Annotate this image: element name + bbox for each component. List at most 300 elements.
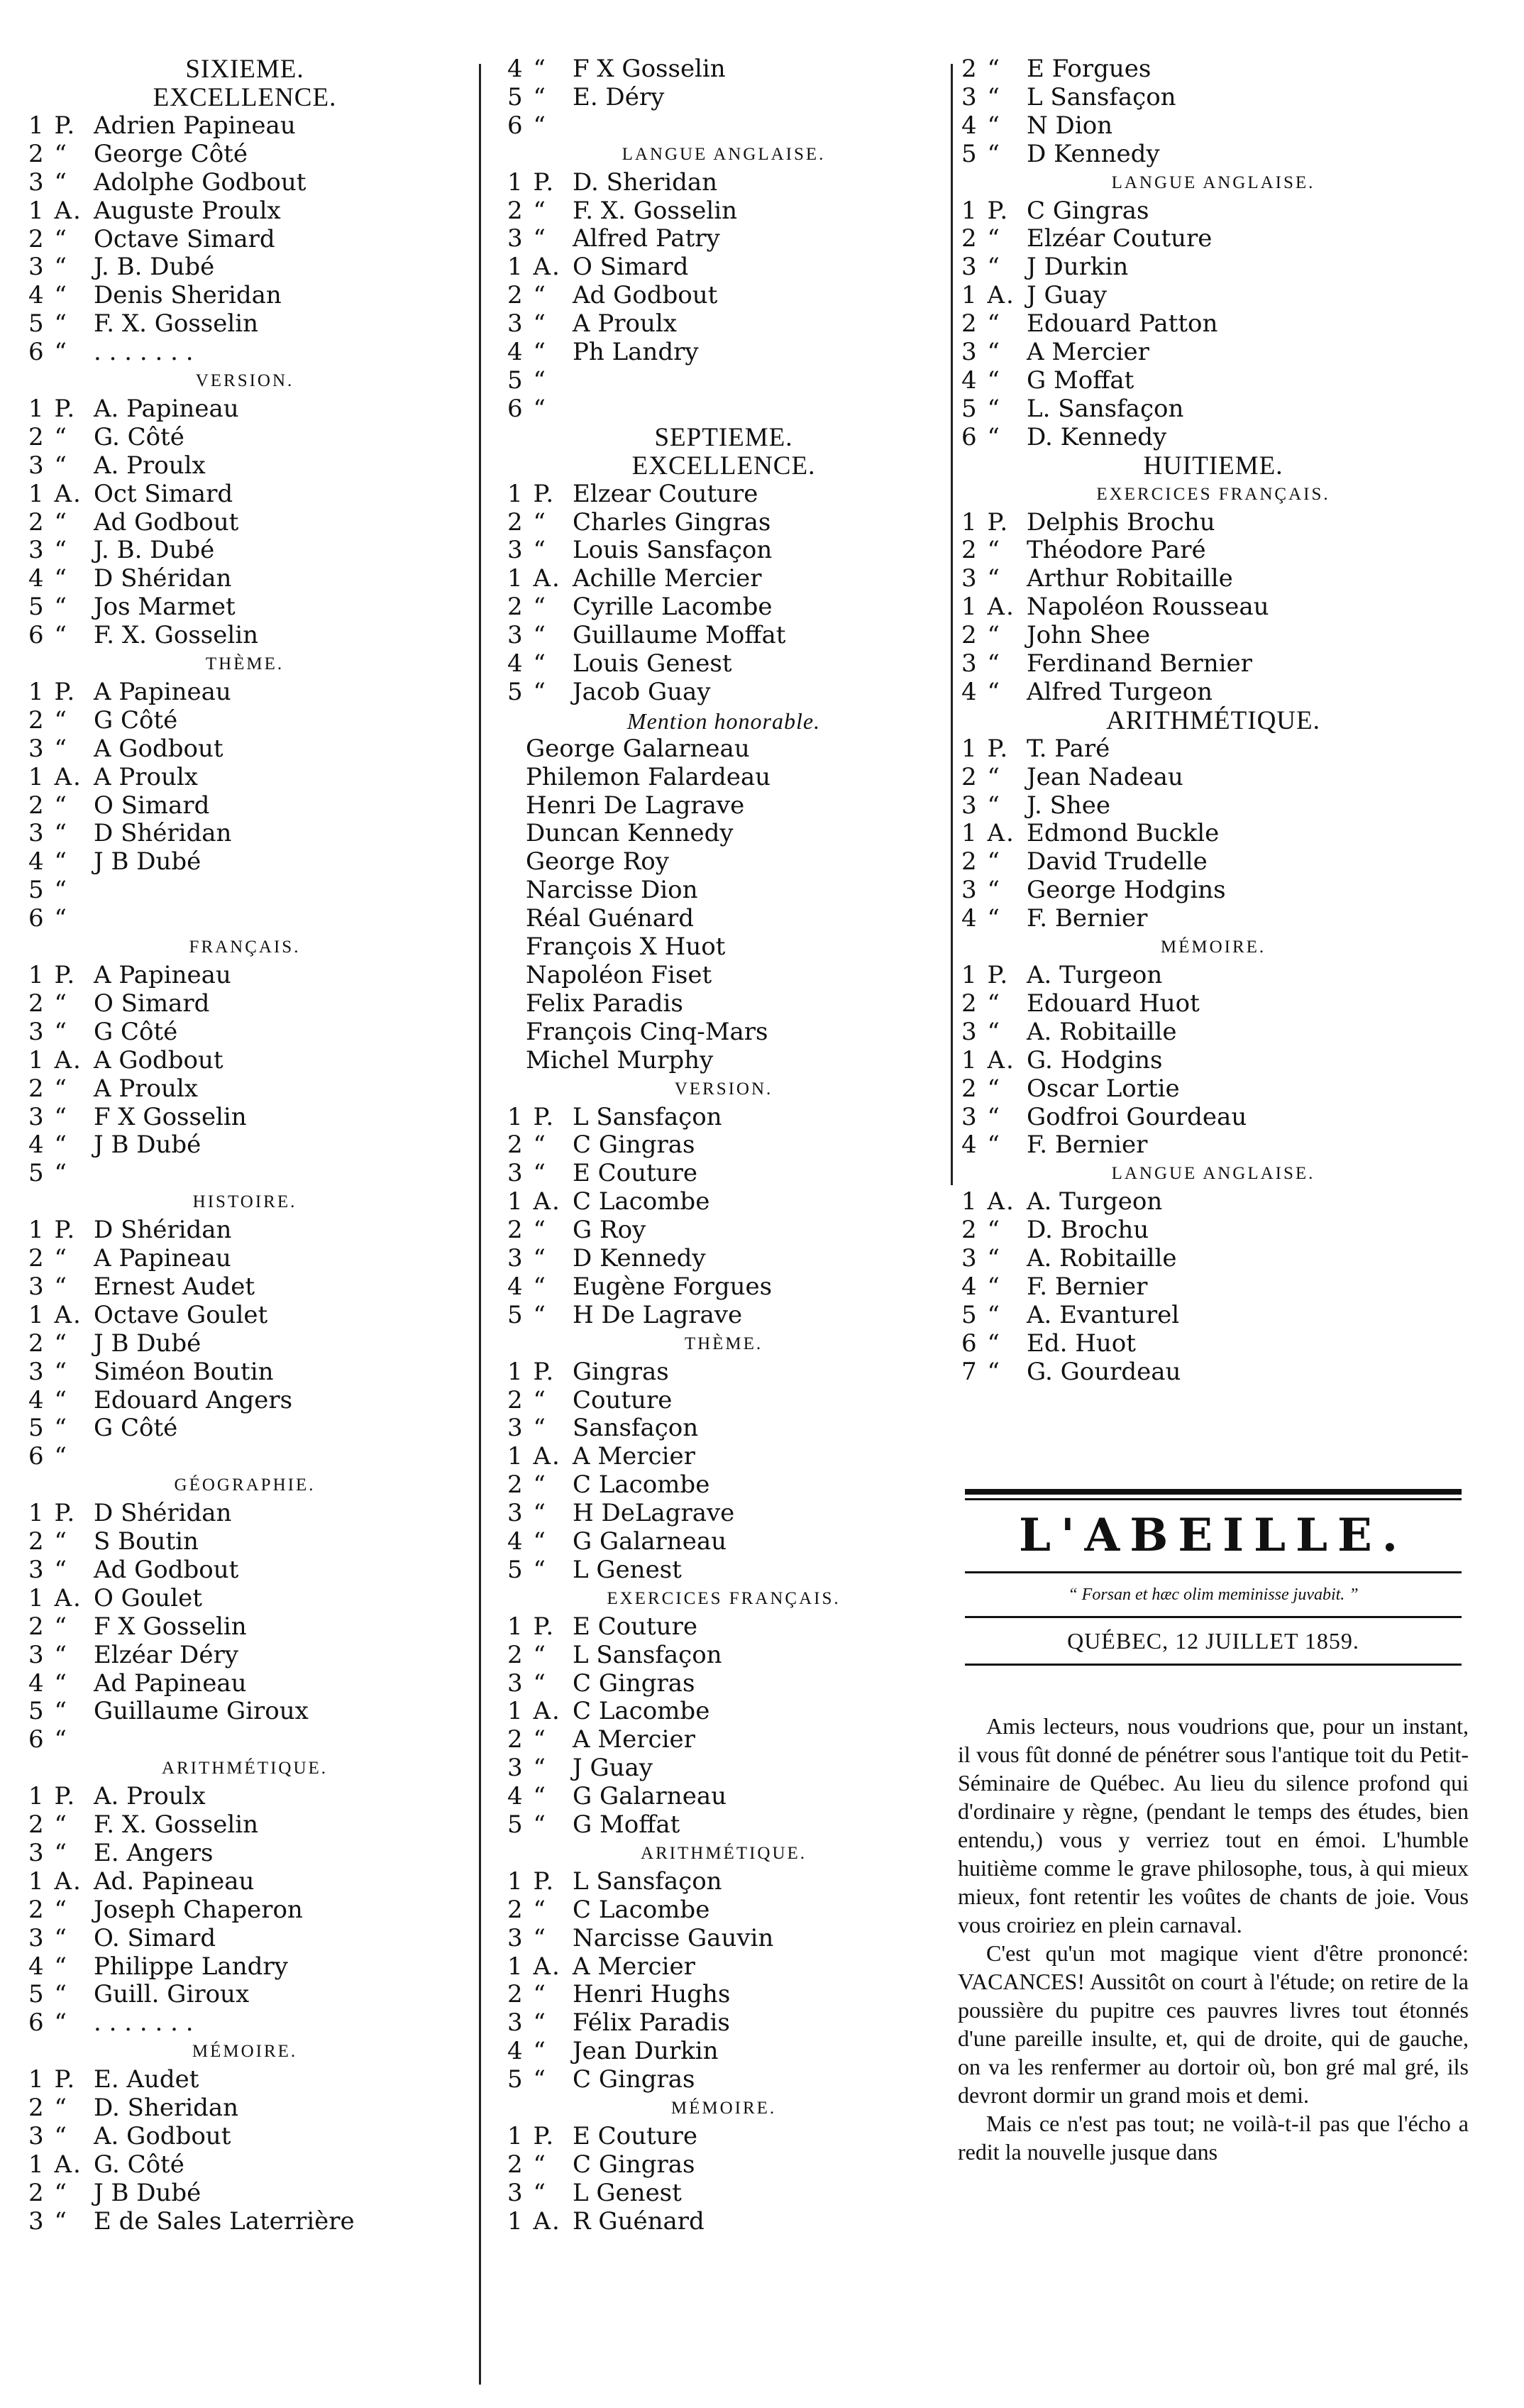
rank-number: 6 “ bbox=[28, 904, 68, 933]
student-name: Guillaume Giroux bbox=[94, 1697, 309, 1726]
ranking-entry bbox=[28, 1556, 461, 1585]
honorable-mention-entry bbox=[507, 876, 940, 905]
ranking-entry bbox=[28, 2009, 461, 2038]
subject-heading: LANGUE ANGLAISE. bbox=[1111, 172, 1315, 192]
student-name: L Genest bbox=[573, 1555, 682, 1584]
rank-number: 5 “ bbox=[28, 1414, 68, 1443]
rank-number: 1 A. bbox=[507, 1697, 561, 1726]
ranking-entry bbox=[28, 905, 461, 933]
rank-number: 1 A. bbox=[28, 479, 82, 508]
ranking-entry bbox=[961, 622, 1465, 650]
ranking-entry bbox=[507, 1443, 940, 1471]
student-name: Napoléon Fiset bbox=[526, 960, 712, 989]
rank-number: 1 A. bbox=[507, 2206, 561, 2236]
student-name: F X Gosselin bbox=[573, 55, 726, 83]
student-name: Alfred Turgeon bbox=[1027, 677, 1213, 706]
student-name: L Sansfaçon bbox=[1027, 82, 1176, 111]
student-name: Réal Guénard bbox=[526, 904, 695, 933]
ranking-entry bbox=[507, 1783, 940, 1811]
student-name: Elzéar Déry bbox=[94, 1640, 238, 1669]
rank-number: 3 “ bbox=[507, 2008, 547, 2038]
rank-number: 6 “ bbox=[28, 2008, 68, 2038]
student-name: J Guay bbox=[1027, 281, 1107, 310]
ranking-entry bbox=[507, 55, 940, 84]
rank-number: 1 P. bbox=[28, 678, 77, 707]
rank-number: 1 P. bbox=[28, 961, 77, 990]
ranking-entry bbox=[961, 1075, 1465, 1104]
student-name: L Sansfaçon bbox=[573, 1102, 722, 1131]
ranking-entry bbox=[961, 141, 1465, 169]
ranking-entry bbox=[507, 1868, 940, 1896]
student-name: Felix Paradis bbox=[526, 989, 683, 1018]
ranking-entry bbox=[507, 650, 940, 678]
student-name: L Genest bbox=[573, 2178, 682, 2207]
rank-number: 5 “ bbox=[507, 1810, 547, 1839]
student-name: A Godbout bbox=[94, 1045, 223, 1074]
rank-number: 1 P. bbox=[28, 111, 77, 140]
ranking-entry bbox=[28, 1981, 461, 2009]
rank-number: 6 “ bbox=[28, 621, 68, 650]
rank-number: 2 “ bbox=[507, 507, 547, 537]
student-name: Narcisse Gauvin bbox=[573, 1923, 774, 1952]
ranking-entry bbox=[507, 282, 940, 310]
newspaper-title: L'ABEILLE. bbox=[1018, 1509, 1408, 1562]
ranking-entry bbox=[961, 1047, 1465, 1075]
student-name: O Simard bbox=[573, 253, 689, 282]
student-name: Octave Simard bbox=[94, 224, 275, 253]
rank-number: 3 “ bbox=[961, 82, 1001, 111]
student-name: G Galarneau bbox=[573, 1527, 727, 1556]
rank-number: 4 “ bbox=[28, 564, 68, 593]
honorable-mention-entry bbox=[507, 792, 940, 820]
ranking-entry bbox=[507, 622, 940, 650]
ranking-entry bbox=[507, 225, 940, 253]
student-name: E de Sales Laterrière bbox=[94, 2206, 355, 2236]
honorable-mention-entry bbox=[507, 905, 940, 933]
ranking-entry bbox=[28, 339, 461, 367]
ranking-entry bbox=[28, 2066, 461, 2094]
student-name: A Proulx bbox=[94, 1074, 198, 1103]
ranking-entry bbox=[28, 2208, 461, 2236]
rank-number: 5 “ bbox=[28, 876, 68, 905]
ranking-entry bbox=[507, 253, 940, 282]
student-name: François X Huot bbox=[526, 933, 726, 962]
student-name: F. X. Gosselin bbox=[94, 309, 259, 339]
student-name: Napoléon Rousseau bbox=[1027, 593, 1269, 622]
subject-heading: MÉMOIRE. bbox=[670, 2099, 777, 2118]
section-heading: EXCELLENCE. bbox=[153, 83, 337, 112]
student-name: A. Proulx bbox=[94, 451, 206, 480]
rank-number: 4 “ bbox=[961, 904, 1001, 933]
student-name: Joseph Chaperon bbox=[94, 1895, 303, 1924]
ranking-entry bbox=[28, 537, 461, 565]
student-name: Adolphe Godbout bbox=[94, 167, 307, 197]
ranking-entry bbox=[961, 820, 1465, 848]
honorable-mention-entry bbox=[507, 1018, 940, 1047]
rank-number: 4 “ bbox=[961, 111, 1001, 140]
student-name: G Roy bbox=[573, 1216, 646, 1245]
rank-number: 4 “ bbox=[507, 1527, 547, 1556]
rank-number: 4 “ bbox=[961, 1131, 1001, 1160]
rank-number: 3 “ bbox=[28, 253, 68, 282]
ranking-entry bbox=[28, 1273, 461, 1302]
student-name: Théodore Paré bbox=[1027, 536, 1206, 565]
section-heading: HUITIEME. bbox=[1143, 451, 1283, 480]
rank-number: 7 “ bbox=[961, 1357, 1001, 1386]
ranking-entry bbox=[28, 1585, 461, 1613]
rank-number: 4 “ bbox=[28, 1131, 68, 1160]
student-name: Cyrille Lacombe bbox=[573, 593, 773, 622]
student-name: C Lacombe bbox=[573, 1697, 710, 1726]
rank-number: 1 A. bbox=[28, 196, 82, 225]
student-name: J. B. Dubé bbox=[94, 253, 215, 282]
student-name: Ferdinand Bernier bbox=[1027, 649, 1252, 678]
rank-number: 2 “ bbox=[28, 1810, 68, 1840]
rank-number: 1 A. bbox=[961, 281, 1015, 310]
ranking-entry bbox=[507, 1953, 940, 1981]
ranking-entry bbox=[961, 253, 1465, 282]
rank-number: 3 “ bbox=[507, 1754, 547, 1783]
ranking-entry bbox=[28, 1302, 461, 1330]
student-name: A Papineau bbox=[94, 961, 231, 990]
student-name: A Proulx bbox=[94, 762, 198, 791]
student-name: Félix Paradis bbox=[573, 2008, 730, 2038]
rank-number: 1 A. bbox=[28, 762, 82, 791]
ranking-entry bbox=[28, 1131, 461, 1160]
student-name: A Papineau bbox=[94, 1244, 231, 1273]
rank-number: 1 A. bbox=[507, 1442, 561, 1471]
subject-heading: HISTOIRE. bbox=[192, 1192, 297, 1212]
student-name: C Lacombe bbox=[573, 1187, 710, 1216]
ranking-entry bbox=[507, 1726, 940, 1754]
ranking-entry bbox=[961, 84, 1465, 112]
column-3 bbox=[961, 55, 1465, 1387]
article-paragraph-2: C'est qu'un mot magique vient d'être prononcé: VACANCES! Aussitôt on court à l'étude; on retire de la poussière du pupitre ces pauvres livres tout étonnés d'une pareille insulte, et, qui de droite, qui de gauche, on va les renfermer au dortoir où, bon gré mal gré, ils devront dormir un grand mois et demi. bbox=[958, 1940, 1469, 2108]
student-name: A Papineau bbox=[94, 678, 231, 707]
student-name: Oct Simard bbox=[94, 479, 233, 508]
student-name: D. Kennedy bbox=[1027, 422, 1167, 451]
ranking-entry bbox=[507, 1104, 940, 1132]
ranking-entry bbox=[28, 1104, 461, 1132]
ranking-entry bbox=[961, 565, 1465, 593]
student-name: J Durkin bbox=[1027, 253, 1129, 282]
rank-number: 2 “ bbox=[961, 309, 1001, 339]
subject-heading: VERSION. bbox=[195, 371, 294, 391]
student-name: A. Robitaille bbox=[1027, 1244, 1177, 1273]
rank-number: 1 A. bbox=[507, 1187, 561, 1216]
student-name: D Shéridan bbox=[94, 1499, 232, 1528]
rank-number: 2 “ bbox=[961, 55, 1001, 83]
rank-number: 3 “ bbox=[28, 167, 68, 197]
ranking-entry bbox=[507, 1302, 940, 1330]
ranking-entry bbox=[961, 112, 1465, 141]
rank-number: 3 “ bbox=[507, 536, 547, 565]
subject-heading: ARITHMÉTIQUE. bbox=[161, 1759, 328, 1778]
subject-heading: GÉOGRAPHIE. bbox=[174, 1475, 316, 1495]
student-name: J. Shee bbox=[1027, 791, 1111, 820]
student-name: S Boutin bbox=[94, 1527, 199, 1556]
subject-heading: EXERCICES FRANÇAIS. bbox=[1096, 484, 1330, 504]
ranking-entry bbox=[961, 678, 1465, 707]
ranking-entry bbox=[507, 1358, 940, 1387]
rank-number: 2 “ bbox=[28, 224, 68, 253]
ranking-entry bbox=[507, 310, 940, 339]
student-name: E Forgues bbox=[1027, 55, 1152, 83]
rank-number: 6 “ bbox=[28, 1725, 68, 1754]
article-paragraph-3: Mais ce n'est pas tout; ne voilà-t-il pas que l'écho a redit la nouvelle jusque dans bbox=[958, 2111, 1469, 2165]
ranking-entry bbox=[28, 1075, 461, 1104]
ranking-entry bbox=[28, 1896, 461, 1925]
rank-number: 1 A. bbox=[28, 1583, 82, 1612]
column-2 bbox=[507, 55, 940, 2236]
rank-number: 3 “ bbox=[961, 1017, 1001, 1046]
rank-number: 2 “ bbox=[961, 847, 1001, 876]
rank-number: 3 “ bbox=[961, 253, 1001, 282]
rank-number: 5 “ bbox=[507, 82, 547, 111]
student-name: Louis Genest bbox=[573, 649, 732, 678]
rank-number: 2 “ bbox=[507, 1131, 547, 1160]
ranking-entry bbox=[28, 876, 461, 905]
ranking-entry bbox=[507, 84, 940, 112]
rank-number: 3 “ bbox=[28, 1102, 68, 1131]
rank-number: 1 A. bbox=[507, 253, 561, 282]
rank-number: 2 “ bbox=[28, 507, 68, 537]
ranking-entry bbox=[507, 1642, 940, 1670]
rank-number: 1 P. bbox=[961, 196, 1010, 225]
rank-number: 2 “ bbox=[507, 1470, 547, 1500]
ranking-entry bbox=[28, 678, 461, 707]
student-name: E. Angers bbox=[94, 1838, 214, 1867]
ranking-entry bbox=[507, 2123, 940, 2151]
student-name: H DeLagrave bbox=[573, 1499, 735, 1528]
student-name: E Couture bbox=[573, 2122, 697, 2150]
ranking-entry bbox=[961, 1018, 1465, 1047]
ranking-entry bbox=[961, 537, 1465, 565]
student-name: Guillaume Moffat bbox=[573, 621, 786, 650]
rank-number: 2 “ bbox=[507, 1640, 547, 1669]
honorable-mention-entry bbox=[507, 848, 940, 876]
ranking-entry bbox=[507, 1698, 940, 1726]
ranking-entry bbox=[28, 2151, 461, 2179]
rank-number: 2 “ bbox=[28, 989, 68, 1018]
student-name: Edmond Buckle bbox=[1027, 819, 1220, 848]
ranking-entry bbox=[28, 2123, 461, 2151]
rank-number: 1 P. bbox=[507, 1867, 556, 1896]
rank-number: 1 P. bbox=[28, 1782, 77, 1811]
ranking-entry bbox=[28, 1330, 461, 1358]
ranking-entry bbox=[961, 55, 1465, 84]
ranking-entry bbox=[507, 1273, 940, 1302]
rank-number: 3 “ bbox=[961, 791, 1001, 820]
student-name: F. X. Gosselin bbox=[94, 1810, 259, 1840]
student-name: G Côté bbox=[94, 1017, 178, 1046]
student-name: F X Gosselin bbox=[94, 1612, 247, 1641]
ranking-entry bbox=[28, 1047, 461, 1075]
ranking-entry bbox=[28, 480, 461, 509]
student-name: Ed. Huot bbox=[1027, 1329, 1136, 1358]
student-name: Delphis Brochu bbox=[1027, 507, 1215, 537]
student-name: George Côté bbox=[94, 139, 248, 168]
ranking-entry bbox=[507, 1188, 940, 1216]
ranking-entry bbox=[961, 424, 1465, 452]
student-name: Edouard Huot bbox=[1027, 989, 1200, 1018]
ranking-entry bbox=[507, 1670, 940, 1698]
ranking-entry bbox=[28, 1245, 461, 1273]
section-heading: EXCELLENCE. bbox=[631, 451, 816, 480]
rank-number: 6 “ bbox=[961, 1329, 1001, 1358]
ranking-entry bbox=[961, 197, 1465, 226]
ranking-entry bbox=[28, 1840, 461, 1868]
rank-number: 1 P. bbox=[961, 734, 1010, 763]
student-name: D. Brochu bbox=[1027, 1216, 1149, 1245]
rank-number: 1 P. bbox=[961, 961, 1010, 990]
rank-number: 2 “ bbox=[961, 1216, 1001, 1245]
student-name: Narcisse Dion bbox=[526, 876, 698, 905]
ranking-entry bbox=[507, 1471, 940, 1500]
ranking-entry bbox=[28, 1613, 461, 1642]
ranking-entry bbox=[961, 1216, 1465, 1245]
rank-number: 6 “ bbox=[28, 1442, 68, 1471]
ranking-entry bbox=[28, 1670, 461, 1698]
rank-number: 3 “ bbox=[28, 451, 68, 480]
student-name: A Mercier bbox=[573, 1952, 695, 1981]
rank-number: 5 “ bbox=[961, 139, 1001, 168]
student-name: C Gingras bbox=[1027, 196, 1149, 225]
rank-number: 2 “ bbox=[28, 1527, 68, 1556]
student-name: Auguste Proulx bbox=[94, 196, 281, 225]
student-name: David Trudelle bbox=[1027, 847, 1208, 876]
student-name: G Côté bbox=[94, 1414, 178, 1443]
student-name: A. Godbout bbox=[94, 2122, 231, 2150]
ranking-entry bbox=[961, 1273, 1465, 1302]
ranking-entry bbox=[28, 1528, 461, 1556]
ranking-entry bbox=[28, 282, 461, 310]
ranking-entry bbox=[28, 707, 461, 735]
student-name: E. Déry bbox=[573, 82, 665, 111]
student-name: E Couture bbox=[573, 1159, 697, 1188]
masthead-rule-bottom bbox=[965, 1664, 1462, 1666]
student-name: J B Dubé bbox=[94, 1131, 201, 1160]
ranking-entry bbox=[28, 2179, 461, 2208]
student-name: Arthur Robitaille bbox=[1027, 564, 1233, 593]
ranking-entry bbox=[507, 480, 940, 509]
rank-number: 3 “ bbox=[961, 564, 1001, 593]
rank-number: 3 “ bbox=[28, 1017, 68, 1046]
student-name: Philippe Landry bbox=[94, 1952, 288, 1981]
rank-number: 3 “ bbox=[961, 338, 1001, 367]
rank-number: 6 “ bbox=[507, 111, 547, 140]
rank-number: 4 “ bbox=[28, 1385, 68, 1414]
student-name: Adrien Papineau bbox=[94, 111, 296, 140]
student-name: . . . . . . . bbox=[94, 2008, 194, 2038]
student-name: Alfred Patry bbox=[573, 224, 720, 253]
ranking-entry bbox=[961, 1188, 1465, 1216]
rank-number: 2 “ bbox=[507, 1980, 547, 2009]
subject-heading: LANGUE ANGLAISE. bbox=[622, 144, 826, 164]
ranking-entry bbox=[28, 226, 461, 254]
ranking-entry bbox=[28, 1698, 461, 1726]
student-name: Ad Papineau bbox=[94, 1668, 247, 1698]
student-name: Ad Godbout bbox=[94, 507, 239, 537]
ranking-entry bbox=[28, 1783, 461, 1811]
rank-number: 1 A. bbox=[961, 593, 1015, 622]
student-name: George Roy bbox=[526, 847, 669, 876]
ranking-entry bbox=[507, 2066, 940, 2094]
ranking-entry bbox=[28, 1358, 461, 1387]
rank-number: 2 “ bbox=[28, 422, 68, 451]
student-name: . . . . . . . bbox=[94, 338, 194, 367]
student-name: Louis Sansfaçon bbox=[573, 536, 773, 565]
ranking-entry bbox=[507, 1245, 940, 1273]
student-name: Charles Gingras bbox=[573, 507, 771, 537]
rank-number: 3 “ bbox=[507, 2178, 547, 2207]
ranking-entry bbox=[961, 1302, 1465, 1330]
rank-number: 5 “ bbox=[507, 677, 547, 706]
ranking-entry bbox=[28, 1414, 461, 1443]
rank-number: 4 “ bbox=[507, 649, 547, 678]
student-name: Denis Sheridan bbox=[94, 281, 282, 310]
rank-number: 3 “ bbox=[28, 2122, 68, 2150]
ranking-entry bbox=[28, 1443, 461, 1471]
rank-number: 2 “ bbox=[961, 621, 1001, 650]
student-name: Oscar Lortie bbox=[1027, 1074, 1180, 1103]
rank-number: 1 A. bbox=[961, 1045, 1015, 1074]
column-rule-right bbox=[951, 64, 953, 1185]
rank-number: 3 “ bbox=[507, 1923, 547, 1952]
student-name: A. Evanturel bbox=[1027, 1300, 1180, 1329]
student-name: Jacob Guay bbox=[573, 677, 711, 706]
rank-number: 2 “ bbox=[507, 1216, 547, 1245]
rank-number: 3 “ bbox=[507, 1668, 547, 1698]
student-name: G Moffat bbox=[1027, 365, 1134, 395]
rank-number: 2 “ bbox=[961, 762, 1001, 791]
rank-number: 4 “ bbox=[28, 1952, 68, 1981]
rank-number: 5 “ bbox=[28, 1159, 68, 1188]
ranking-entry bbox=[28, 1868, 461, 1896]
student-name: J B Dubé bbox=[94, 847, 201, 876]
student-name: A Godbout bbox=[94, 734, 223, 763]
rank-number: 5 “ bbox=[507, 1555, 547, 1584]
rank-number: 5 “ bbox=[28, 593, 68, 622]
ranking-entry bbox=[28, 622, 461, 650]
rank-number: 5 “ bbox=[28, 1697, 68, 1726]
ranking-entry bbox=[28, 452, 461, 480]
ranking-entry bbox=[28, 395, 461, 424]
student-name: O Goulet bbox=[94, 1583, 202, 1612]
rank-number: 4 “ bbox=[507, 1782, 547, 1811]
rank-number: 3 “ bbox=[507, 224, 547, 253]
student-name: Siméon Boutin bbox=[94, 1357, 274, 1386]
student-name: A Proulx bbox=[573, 309, 677, 339]
rank-number: 5 “ bbox=[507, 1300, 547, 1329]
student-name: D Shéridan bbox=[94, 819, 232, 848]
masthead bbox=[965, 1489, 1462, 1666]
ranking-entry bbox=[507, 1925, 940, 1953]
rank-number: 3 “ bbox=[961, 876, 1001, 905]
rank-number: 1 P. bbox=[961, 507, 1010, 537]
student-name: A Mercier bbox=[1027, 338, 1149, 367]
student-name: J Guay bbox=[573, 1754, 653, 1783]
rank-number: 5 “ bbox=[28, 1980, 68, 2009]
ranking-entry bbox=[507, 593, 940, 622]
ranking-entry bbox=[507, 1896, 940, 1925]
rank-number: 4 “ bbox=[28, 281, 68, 310]
student-name: C Lacombe bbox=[573, 1895, 710, 1924]
student-name: O Simard bbox=[94, 989, 210, 1018]
student-name: G. Gourdeau bbox=[1027, 1357, 1181, 1386]
rank-number: 3 “ bbox=[507, 1414, 547, 1443]
student-name: F. X. Gosselin bbox=[94, 621, 259, 650]
